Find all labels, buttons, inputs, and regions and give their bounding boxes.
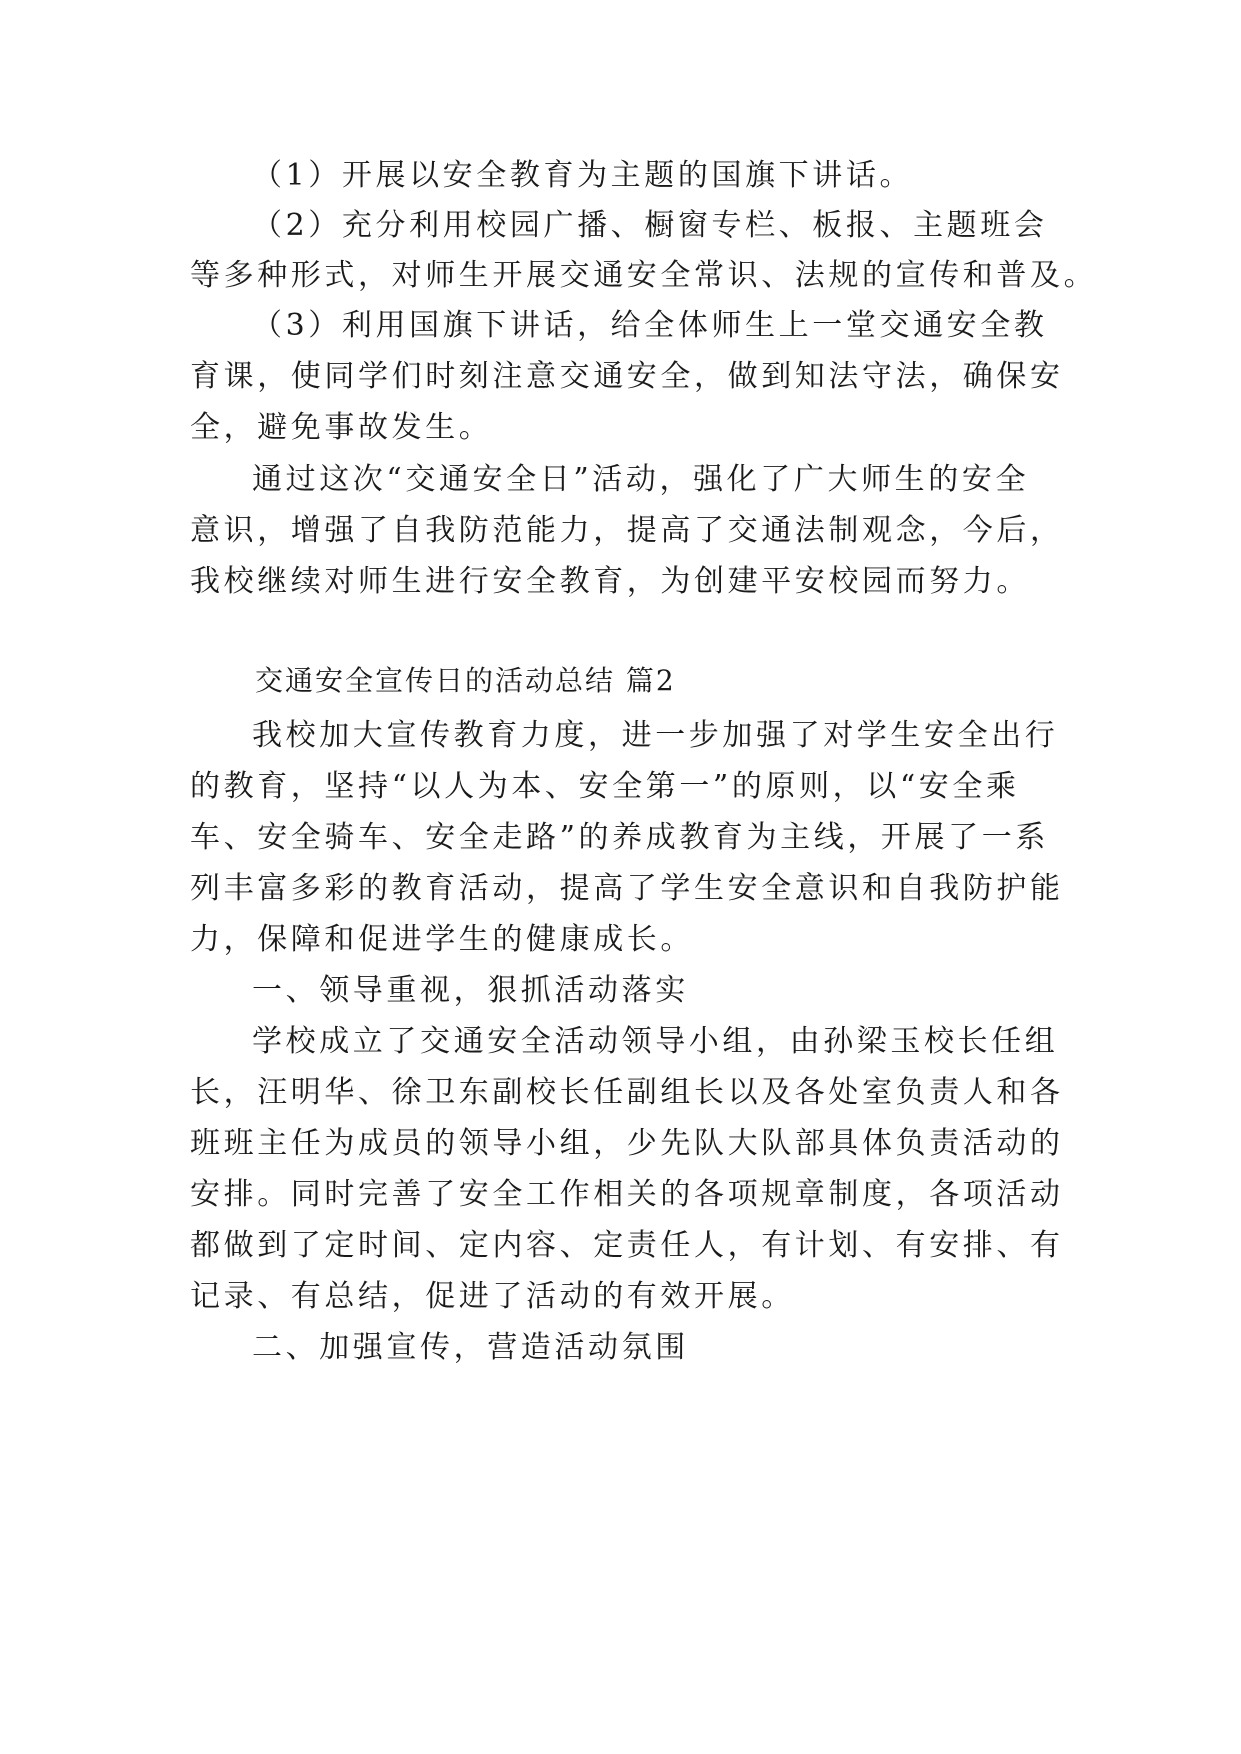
section-heading: 交通安全宣传日的活动总结 篇2 [255,664,676,697]
paragraph-line: 我校加大宣传教育力度，进一步加强了对学生安全出行 [252,718,1059,753]
paragraph-line: 育课，使同学们时刻注意交通安全，做到知法守法，确保安 [190,359,1064,394]
subheading-line: 一、领导重视，狠抓活动落实 [252,973,689,1008]
paragraph-line: 都做到了定时间、定内容、定责任人，有计划、有安排、有 [190,1228,1064,1263]
paragraph-line: 车、安全骑车、安全走路”的养成教育为主线，开展了一系 [190,820,1049,855]
paragraph-line: 的教育，坚持“以人为本、安全第一”的原则，以“安全乘 [190,769,1020,804]
paragraph-line: 班班主任为成员的领导小组，少先队大队部具体负责活动的 [190,1126,1064,1161]
paragraph-line: 通过这次“交通安全日”活动，强化了广大师生的安全 [252,462,1030,497]
paragraph-line: 学校成立了交通安全活动领导小组，由孙梁玉校长任组 [252,1024,1059,1059]
paragraph-line: 长，汪明华、徐卫东副校长任副组长以及各处室负责人和各 [190,1075,1064,1110]
paragraph-line: （1）开展以安全教育为主题的国旗下讲话。 [252,158,914,193]
paragraph-line: 等多种形式，对师生开展交通安全常识、法规的宣传和普及。 [190,258,1098,293]
subheading-line: 二、加强宣传，营造活动氛围 [252,1330,689,1365]
paragraph-line: 记录、有总结，促进了活动的有效开展。 [190,1279,795,1314]
paragraph-line: 我校继续对师生进行安全教育，为创建平安校园而努力。 [190,564,1030,599]
paragraph-line: 意识，增强了自我防范能力，提高了交通法制观念，今后， [190,513,1064,548]
paragraph-line: 全，避免事故发生。 [190,410,493,445]
paragraph-line: 力，保障和促进学生的健康成长。 [190,922,694,957]
paragraph-line: 安排。同时完善了安全工作相关的各项规章制度，各项活动 [190,1177,1064,1212]
paragraph-line: （3）利用国旗下讲话，给全体师生上一堂交通安全教 [252,308,1048,343]
paragraph-line: 列丰富多彩的教育活动，提高了学生安全意识和自我防护能 [190,871,1064,906]
paragraph-line: （2）充分利用校园广播、橱窗专栏、板报、主题班会 [252,208,1048,243]
